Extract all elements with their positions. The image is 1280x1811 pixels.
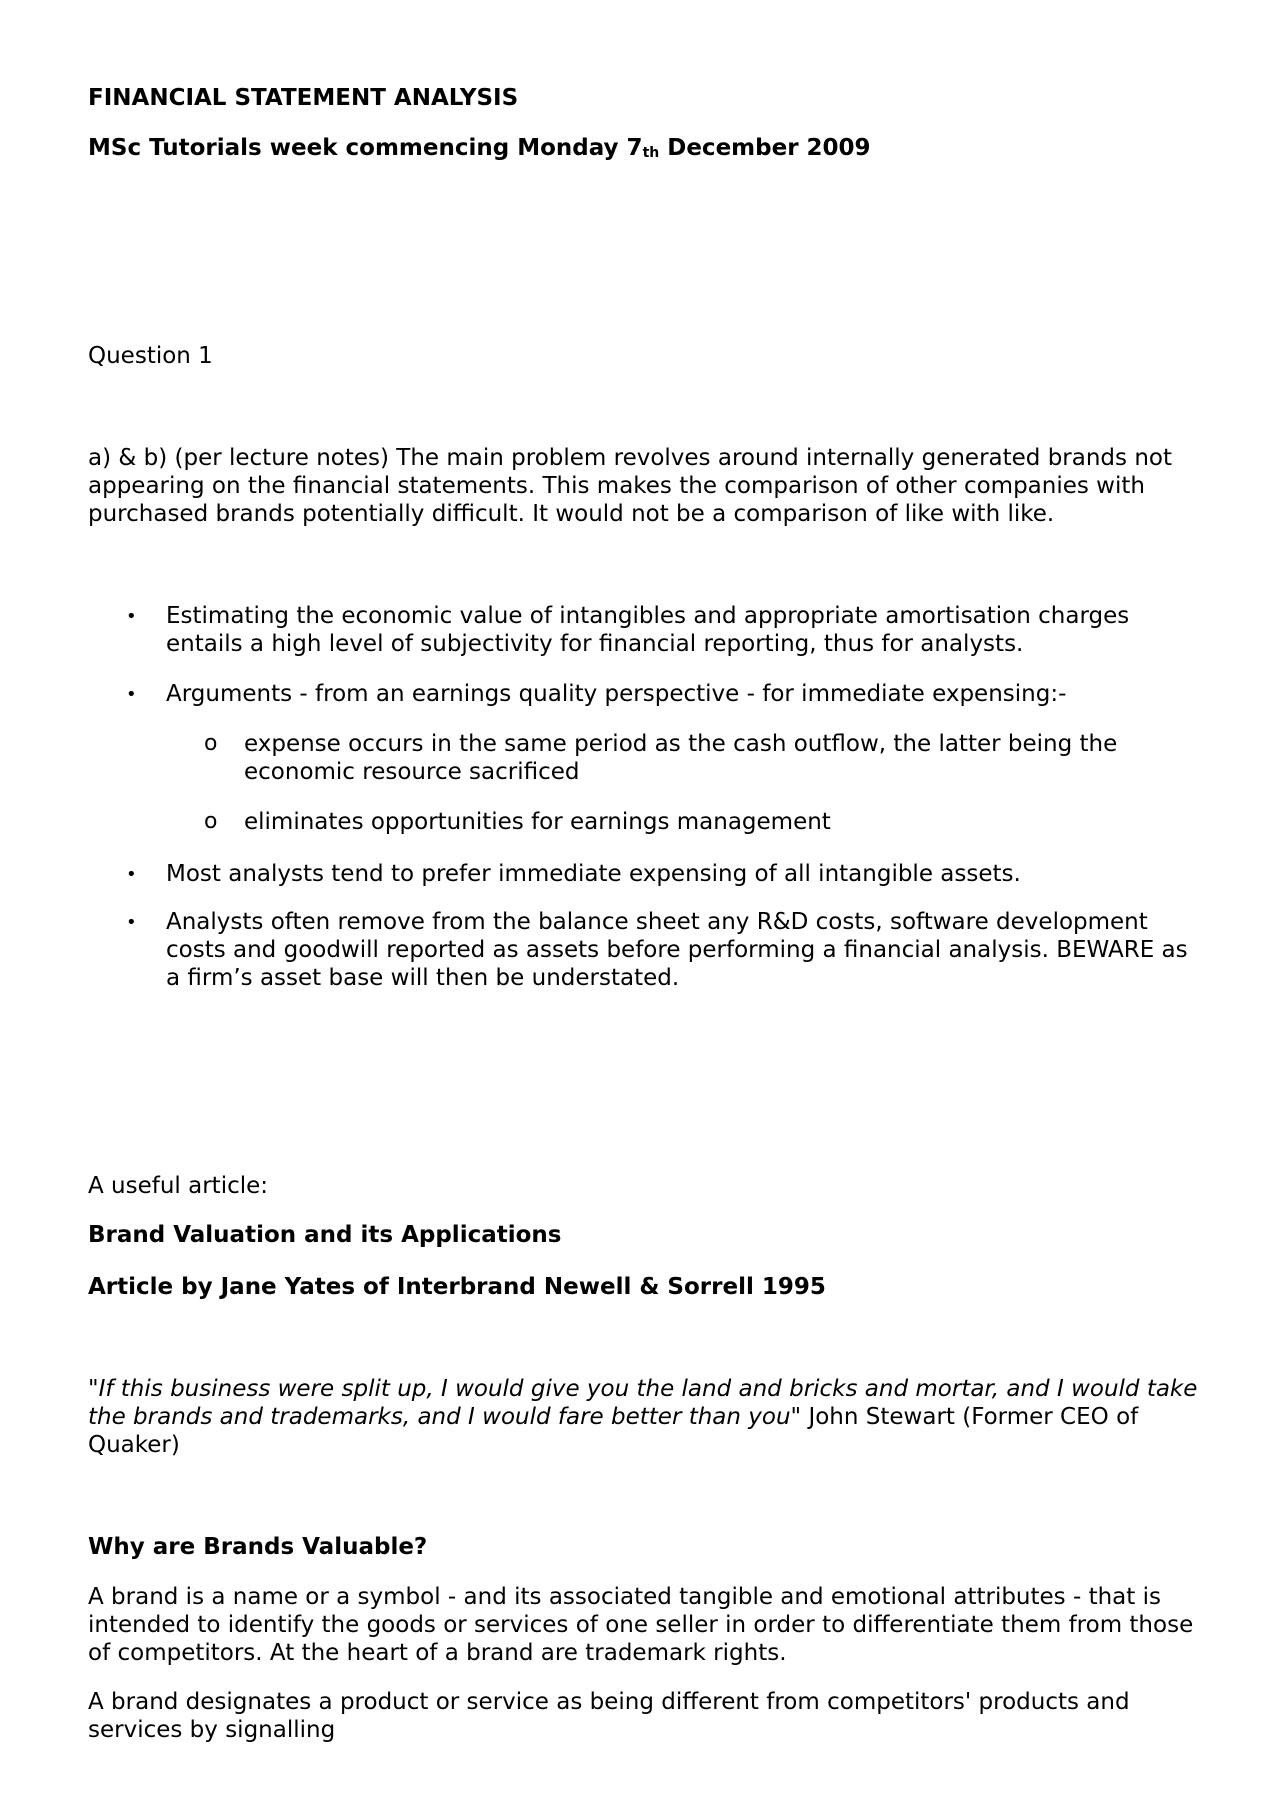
bullet-marker: • <box>126 864 137 885</box>
bullet-item: Estimating the economic value of intangibles and appropriate amortisation charges entails a high level of subjectivity for financial reporting, thus for analysts. <box>166 603 1130 657</box>
section-paragraph: A brand designates a product or service as being different from competitors' products and services by signalling <box>88 1689 1130 1743</box>
bullet-marker: • <box>126 912 137 933</box>
subtitle-ordinal-suffix: th <box>642 145 660 161</box>
sub-bullet-marker: o <box>204 731 218 756</box>
sub-bullet-item: expense occurs in the same period as the cash outflow, the latter being the economic resource sacrificed <box>244 731 1118 785</box>
quote-text: If this business were split up, I would give you the land and bricks and mortar, and I would take the brands and trademarks, and I would fare better than you <box>88 1376 1198 1430</box>
bullet-marker: • <box>126 684 137 705</box>
article-title: Brand Valuation and its Applications <box>88 1222 562 1248</box>
quote-close-mark: " <box>790 1404 802 1430</box>
article-quote <box>88 1375 1198 1459</box>
article-byline: Article by Jane Yates of Interbrand Newell & Sorrell 1995 <box>88 1274 826 1300</box>
sub-bullet-item: eliminates opportunities for earnings management <box>244 809 831 835</box>
subtitle-date: December 2009 <box>659 135 871 161</box>
question-intro-paragraph: a) & b) (per lecture notes) The main problem revolves around internally generated brands not appearing on the financial statements. This makes the comparison of other companies with purchased brands potentially difficult. It would not be a comparison of like with like. <box>88 445 1172 527</box>
bullet-item: Analysts often remove from the balance sheet any R&D costs, software development costs and goodwill reported as assets before performing a financial analysis. BEWARE as a firm’s asset base will then be understated. <box>166 909 1188 991</box>
sub-bullet-marker: o <box>204 809 218 834</box>
quote-open-mark: " <box>88 1376 99 1402</box>
bullet-marker: • <box>126 606 137 627</box>
bullet-item: Most analysts tend to prefer immediate expensing of all intangible assets. <box>166 861 1021 887</box>
section-paragraph: A brand is a name or a symbol - and its associated tangible and emotional attributes - that is intended to identify the goods or services of one seller in order to differentiate them from those of competitors. At the heart of a brand are trademark rights. <box>88 1584 1194 1666</box>
question-label: Question 1 <box>88 343 213 369</box>
quote-attribution: John Stewart (Former CEO of Quaker) <box>88 1404 1139 1458</box>
document-subtitle <box>88 134 1198 167</box>
article-intro: A useful article: <box>88 1173 269 1199</box>
document-title: FINANCIAL STATEMENT ANALYSIS <box>88 85 519 111</box>
bullet-item: Arguments - from an earnings quality perspective - for immediate expensing:- <box>166 681 1067 707</box>
section-heading: Why are Brands Valuable? <box>88 1534 428 1560</box>
subtitle-text: MSc Tutorials week commencing Monday 7 <box>88 135 643 161</box>
